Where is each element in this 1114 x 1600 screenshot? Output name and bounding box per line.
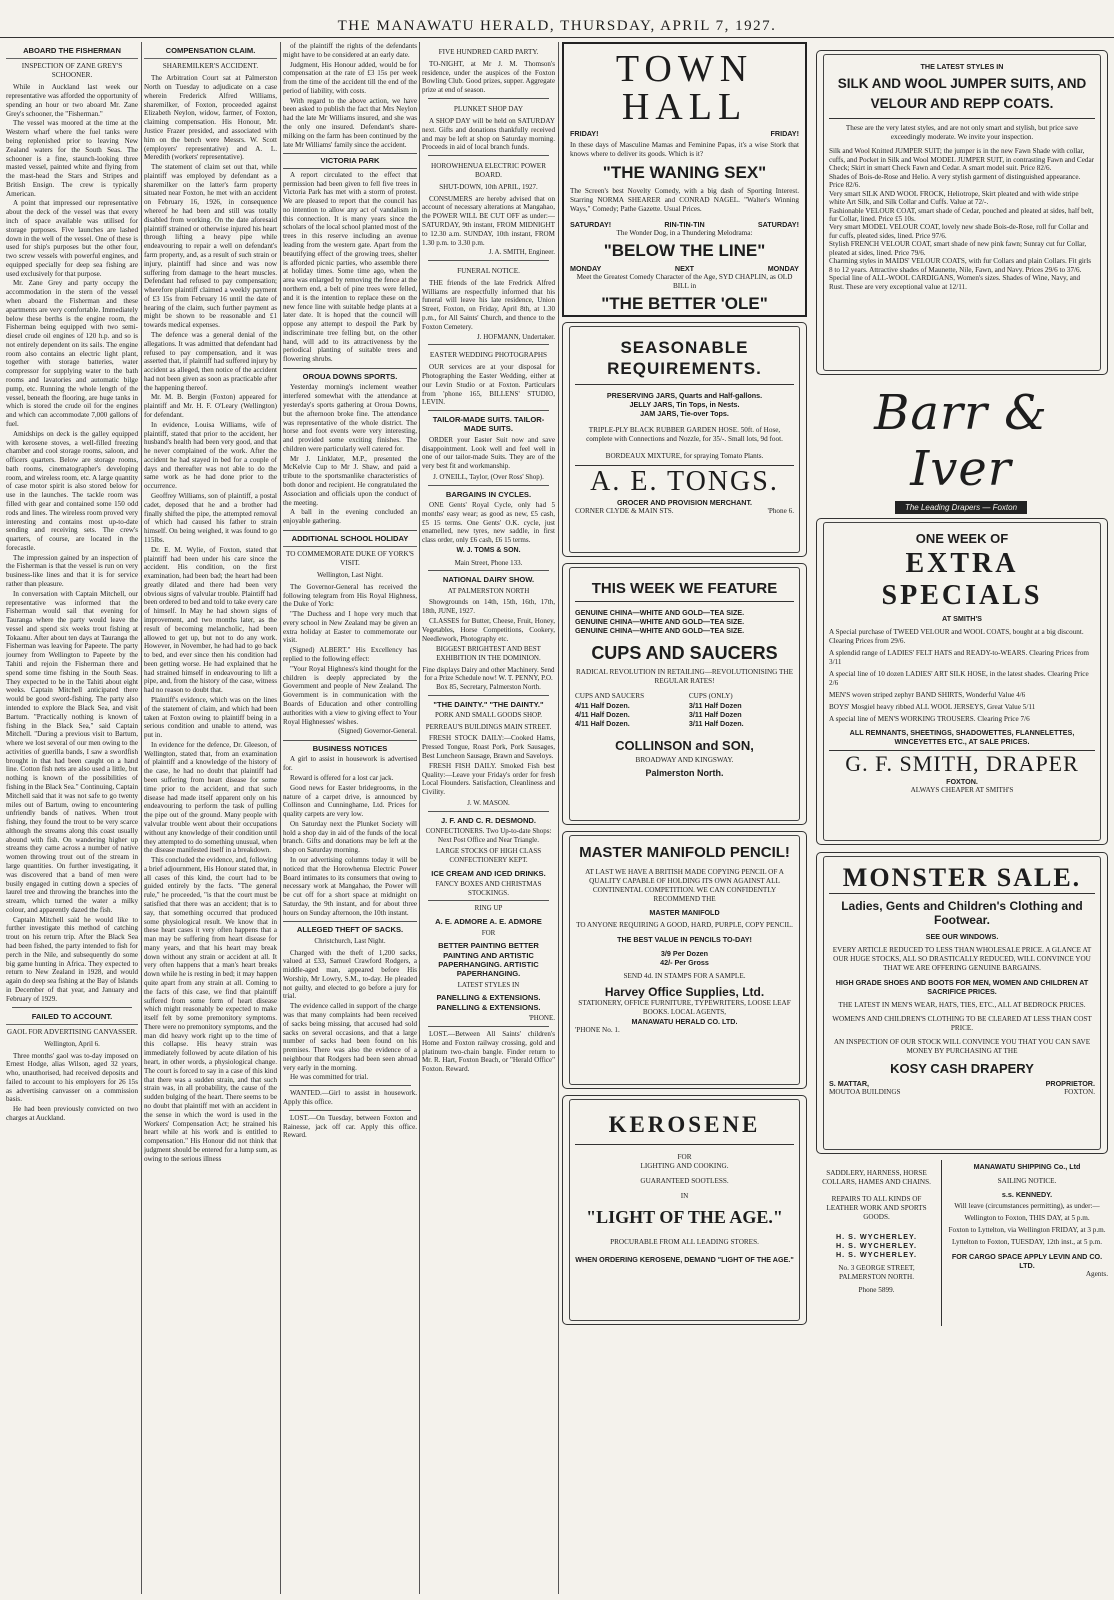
signature: 'PHONE. [528, 1014, 555, 1023]
paragraph: Geoffrey Williams, son of plaintiff, a postal cadet, deposed that he and a brother had finally shifted the pipe, the attempted removal of which had caused his father to strain himself. On being weighed, it was found to go 115lbs. [144, 492, 277, 544]
ad-title: MONSTER SALE. [829, 863, 1095, 894]
paragraph: Plaintiff's evidence, which was on the lines of the statement of claim, and which had been taken at Foxton owing to plaintiff being in a serious condition and unable to attend, was put in. [144, 696, 277, 740]
paragraph: The Governor-General has received the following telegram from His Royal Highness, the Duke of York: [283, 582, 417, 609]
phone: 'PHONE No. 1. [575, 1026, 620, 1034]
ad-text: THE friends of the late Fredrick Alfred Williams are respectfully informed that his funeral will leave his late residence, Union Street, Foxton, on Friday, April 8th, at 1.30 p.m., for All Saints' Church, and thence to the Foxton Cemetery. [422, 278, 555, 331]
list-item: A special line of 10 dozen LADIES' ART SILK HOSE, in the latest shades. Clearing Price 2/6 [829, 670, 1089, 687]
ad-subtitle: AT SMITH'S [942, 614, 982, 623]
ad-text: SEND 4d. IN STAMPS FOR A SAMPLE. [623, 972, 746, 980]
ad-text: LATEST STYLES IN [457, 980, 520, 989]
shipping-ad [946, 1160, 1108, 1326]
ad-line: IN [680, 1192, 689, 1200]
ad-title: KEROSENE [575, 1112, 794, 1145]
ad-text: AN INSPECTION OF OUR STOCK WILL CONVINCE YOU THAT YOU CAN SAVE MONEY BY PURCHASING AT THE [833, 1038, 1091, 1055]
town-hall-ad [562, 42, 807, 317]
item-list [829, 147, 1095, 291]
ad-title: EXTRA SPECIALS [881, 548, 1043, 611]
column-rule [558, 42, 559, 1594]
divider [12, 1007, 132, 1008]
paragraph: The evidence called in support of the charge was that many complaints had been received of sacks being missing, that accused had sold sacks on several occasions, and that a large number of sacks had been found on his premises. There was also the evidence of a neighbour that Rodgers had been seen abroad very early in the morning. [283, 1002, 417, 1072]
film-title: "THE WANING SEX" [602, 163, 767, 182]
phone: 'Phone 6. [767, 506, 794, 515]
logo-script: Barr & Iver [874, 385, 1048, 497]
ad-heading: BETTER PAINTING BETTER PAINTING AND ARTISTIC PAPERHANGING. ARTISTIC PAPERHANGING. [438, 941, 539, 979]
product-name: MASTER MANIFOLD [649, 908, 720, 917]
brand-name: "LIGHT OF THE AGE." [586, 1207, 783, 1227]
column-rule [419, 42, 420, 1594]
seasonable-ad [562, 322, 807, 557]
ad-line: BORDEAUX MIXTURE, for spraying Tomato Plants. [605, 451, 764, 460]
ad-text: TO-NIGHT, at Mr J. M. Thomson's residence, under the auspices of the Foxton Bowling Club. Good prizes, supper. Aggregate prize at end of season. [422, 59, 555, 95]
ad-text: Will leave (circumstances permitting), as under:— [954, 1202, 1100, 1210]
ad-line: PRESERVING JARS, Quarts and Half-gallons. [606, 390, 763, 400]
subheadline: TO COMMEMORATE DUKE OF YORK'S VISIT. [283, 546, 417, 568]
ad-heading: NATIONAL DAIRY SHOW. [442, 575, 535, 585]
divider [428, 344, 549, 345]
paragraph: The statement of claim set out that, while plaintiff was employed by defendant as a sharemilker on the latter's farm property situated near Foxton, he met with an accident on February 16, 1926, in consequence whereof he had been and still was totally disabled from working. On the date aforesaid plaintiff strained or otherwise injured his heart through lifting a heavy pipe while endeavouring to repair a well on defendant's farm property, and, as a result of such strain or injury, plaintiff had since and was now suffering from damage to the heart muscles. Defendant had refused to pay compensation; wherefore plaintiff claimed a weekly payment of £3 15s from February 16 until the date of hearing of the claim, such further payment as might be shown to be reasonable and £1 towards medical expenses. [144, 163, 277, 330]
ad-heading: PANELLING & EXTENSIONS. PANELLING & EXTENSIONS. [436, 993, 541, 1012]
ad-text: AT LAST WE HAVE A BRITISH MADE COPYING PENCIL OF A QUALITY CAPABLE OF HOLDING ITS OWN AGAINST ALL CONTINENTAL COMPETITION. WE CAN CONFIDENTLY RECOMMEND THE [585, 868, 784, 903]
ad-line: GUARANTEED SOOTLESS. [640, 1177, 729, 1185]
paragraph: With regard to the above action, we have been asked to publish the fact that Mrs Neylon had the late Mr Williams insured, and she was the only one insured. Defendant's share-milking on the farm has been continued by the late Mr Williams' family since the accident. [283, 96, 417, 149]
ad-text: RING UP [474, 904, 503, 913]
ad-tagline: RADICAL REVOLUTION IN RETAILING—REVOLUTIONISING THE REGULAR RATES! [575, 668, 793, 685]
building: MOUTOA BUILDINGS [829, 1088, 901, 1096]
list-item: BOYS' Mosgiel heavy ribbed ALL WOOL JERSEYS, Great Value 5/11 [829, 703, 1036, 711]
address: Main Street, Phone 133. [454, 558, 523, 567]
divider [428, 900, 549, 901]
ad-heading: FIVE HUNDRED CARD PARTY. [438, 48, 539, 56]
masthead: THE MANAWATU HERALD, THURSDAY, APRIL 7, 1927. [0, 0, 1114, 38]
divider [428, 98, 549, 99]
address: CORNER CLYDE & MAIN STS. [575, 506, 674, 515]
barr-iver-logo [818, 385, 1104, 510]
ad-heading: PLUNKET SHOP DAY [453, 105, 524, 114]
ad-title: THIS WEEK WE FEATURE [575, 580, 794, 602]
headline: COMPENSATION CLAIM. [165, 46, 256, 55]
ad-text: Wellington to Foxton, THIS DAY, at 5 p.m. [964, 1214, 1090, 1222]
list-item: A Special purchase of TWEED VELOUR and WOOL COATS, bought at a big discount. Clearing Prices from 29/6. [829, 628, 1084, 645]
ad-text: Foxton to Lyttelton, via Wellington FRIDAY, at 3 p.m. [948, 1226, 1106, 1234]
column-heading: CUPS (ONLY) [688, 692, 733, 700]
ad-subheading: PERREAU'S BUILDINGS MAIN STREET. [425, 722, 552, 731]
kerosene-ad [562, 1095, 807, 1325]
merchant-name: COLLINSON and SON, [615, 738, 754, 753]
town: Palmerston North. [645, 768, 724, 778]
column-1 [6, 42, 138, 1594]
signature: J. O'NEILL, Taylor, (Over Ross' Shop). [433, 473, 544, 482]
paragraph: The Arbitration Court sat at Palmerston North on Tuesday to adjudicate on a case wherein Frederick Alfred Williams, sharemilker, of Foxton, proceeded against Elizabeth Neylon, widow, farmer, of Foxton, claiming compensation. His Honour, Mr. Justice Frazer presided, and associated with him on the bench were Messrs. W. Scott (employers' representative) and A. L. Meredith (workers' representative). [144, 74, 277, 162]
price-column [689, 692, 794, 728]
ad-title: TOWN HALL [615, 48, 754, 128]
ad-text: Showgrounds on 14th, 15th, 16th, 17th, 18th, JUNE, 1927. [422, 598, 555, 616]
paragraph: He was committed for trial. [290, 1073, 369, 1082]
day-label: SATURDAY! [570, 220, 612, 229]
ad-headline: CUPS AND SAUCERS [591, 643, 778, 663]
paragraph: "The Duchess and I hope very much that every school in New Zealand may be given an extra holiday at Easter to commemorate our visit. [283, 610, 417, 645]
divider [428, 695, 549, 696]
subheadline: SHAREMILKER'S ACCIDENT. [144, 58, 277, 71]
ad-text: FOR [481, 928, 496, 937]
ad-text: ONE Gents' Royal Cycle, only had 5 months' easy wear; as good as new, £5 cash, £5 15 terms. One Gents' O.K. cycle, just enamelled, new tyres, new saddle, in first class order, only £6 cash, £6 15 terms. [422, 501, 555, 545]
paragraph: The defence was a general denial of the allegations. It was admitted that defendant had refused to pay compensation, and it was asserted that, if plaintiff had suffered injury by accident as alleged, then notice of the accident had not been given as soon as practicable after the happening thereof. [144, 330, 277, 392]
list-item: Very smart MODEL VELOUR COAT, lovely new shade Bois-de-Rose, roll fur Collar and fur cuffs, pleated sides, lined. Price 97/6. [829, 223, 1089, 240]
headline: VICTORIA PARK [283, 153, 417, 168]
paragraph: Good news for Easter bridegrooms, in the nature of a carpet drive, is announced by Collinson and Cunninghame, Ltd. Prices for quality carpets are very low. [283, 783, 417, 819]
silk-wool-ad [816, 50, 1108, 375]
price: 3/11 Half Dozen [688, 701, 742, 710]
merchant-name: H. S. WYCHERLEY. [835, 1241, 918, 1250]
paragraph: While in Auckland last week our representative was afforded the opportunity of spending an hour or two aboard Mr. Zane Grey's schooner, the "Fisherman." [6, 83, 138, 118]
ad-line: TRIPLE-PLY BLACK RUBBER GARDEN HOSE. 50ft. of Hose, complete with Connections and Nozzle, for 35/-. Small lots, 9d foot. [586, 425, 783, 443]
subheadline: GAOL FOR ADVERTISING CANVASSER. [6, 1024, 138, 1037]
ad-text: OUR services are at your disposal for Photographing the Easter Wedding, either at our Levin Studio or at Foxton. Particulars from 'phone 165, BILLENS' STUDIO, LEVIN. [422, 363, 555, 407]
dateline: Wellington, April 6. [44, 1039, 100, 1048]
price: 4/11 Half Dozen. [575, 710, 630, 719]
proprietor-label: PROPRIETOR. [1045, 1079, 1095, 1088]
divider [289, 1110, 411, 1111]
ad-text: CLASSES for Butter, Cheese, Fruit, Honey, Vegetables, Horse Competitions, Cookery, Needlework, Photography etc. [422, 616, 555, 643]
ad-heading: HOROWHENUA ELECTRIC POWER BOARD. [431, 162, 546, 180]
manifold-ad [562, 831, 807, 1089]
ad-line: WHEN ORDERING KEROSENE, DEMAND "LIGHT OF THE AGE." [575, 1255, 794, 1264]
signature: (Signed) Governor-General. [338, 727, 417, 736]
film-title: "BELOW THE LINE" [603, 241, 766, 260]
paragraph: (Signed) ALBERT." His Excellency has replied to the following effect: [283, 646, 417, 664]
wycherley-ad [812, 1160, 942, 1326]
ad-heading: TAILOR-MADE SUITS. TAILOR-MADE SUITS. [432, 415, 545, 434]
merchant-name: A. E. TONGS. [575, 465, 794, 498]
town: FOXTON. [946, 777, 978, 786]
ad-text: The Screen's best Novelty Comedy, with a big dash of Sporting Interest. Starring NORMA SHEARER and CONRAD NAGEL. "Walter's Winning Ways," Comedy; Pathe Gazette. Usual Prices. [570, 187, 799, 213]
ad-line: SEE OUR WINDOWS. [925, 932, 999, 941]
merchant-name: H. S. WYCHERLEY. [835, 1250, 918, 1259]
ad-text: FOR CARGO SPACE APPLY LEVIN AND CO. LTD. [951, 1252, 1103, 1270]
list-item: A splendid range of LADIES' FELT HATS and READY-to-WEARS. Clearing Prices from 3/11 [829, 649, 1090, 666]
ad-text: TO ANYONE REQUIRING A GOOD, HARD, PURPLE, COPY PENCIL. [576, 921, 793, 929]
price: 42/- Per Gross [660, 958, 709, 967]
ad-line: PROCURABLE FROM ALL LEADING STORES. [610, 1238, 759, 1246]
subheadline: INSPECTION OF ZANE GREY'S SCHOONER. [6, 58, 138, 80]
classified-ad: LOST.—Between All Saints' children's Home and Foxton railway crossing, gold and platinum two-chain bangle. Finder return to Mr. R. Hart, Foxton Beach, or "Herald Office" Foxton. Reward. [422, 1029, 555, 1074]
ad-text: Fine displays Dairy and other Machinery. Send for a Prize Schedule now! W. T. PENNY, P.O. Box 85, Secretary, Palmerston North. [422, 665, 555, 692]
ad-intro: These are the very latest styles, and are not only smart and stylish, but price save exceedingly moderate. We invite your inspection. [845, 124, 1079, 142]
list-item: Fashionable VELOUR COAT, smart shade of Cedar, pouched and pleated at sides, half belt, fur Collar, lined. Price £5 10s. [829, 206, 1094, 223]
divider [428, 1026, 549, 1027]
ad-text: STATIONERY, OFFICE FURNITURE, TYPEWRITERS, LOOSE LEAF BOOKS. LOCAL AGENTS, [578, 999, 791, 1016]
agent-name: MANAWATU HERALD CO. LTD. [631, 1017, 738, 1026]
headline: FAILED TO ACCOUNT. [31, 1011, 113, 1021]
paragraph: Yesterday morning's inclement weather interfered somewhat with the attendance at yesterday's sports gathering at Oroua Downs, but the afternoon broke fine. The attendance was representative of the whole district. The horse and foot events were very interesting, and provided some exciting finishes. The children were particularly well catered for. [283, 383, 417, 453]
ad-text: FRESH STOCK DAILY:—Cooked Hams, Pressed Tongue, Roast Pork, Pork Sausages, Best Luncheon Sausage, Brawn and Saveloys. [422, 734, 555, 760]
ad-pretitle: THE LATEST STYLES IN [920, 62, 1004, 71]
ad-subheading: SHUT-DOWN, 10th APRIL, 1927. [439, 182, 538, 191]
address: BROADWAY AND KINGSWAY. [635, 756, 734, 764]
star-label: RIN-TIN-TIN [664, 220, 705, 229]
paragraph: Amidships on deck is the galley equipped with kerosene stoves, a well-filled freezing chamber and cool storage rooms, saloon, and officers quarters. Below are storage rooms, bath rooms, cinematographer's developing room, and wireless room, etc. A large quantity of case motor spirit is also stored below for use in the launches. The tackle room was filled with gear and contained some 150 odd rods and lines. The wireless room proved very interesting and contains most up-to-date sending and receiving sets. The crew's quarters, of course, are located in the forecastle. [6, 429, 138, 552]
address: No. 3 GEORGE STREET, PALMERSTON NORTH. [838, 1264, 915, 1281]
headline: BUSINESS NOTICES [283, 740, 417, 753]
proprietor-name: S. MATTAR, [829, 1079, 870, 1088]
signature: J. W. MASON. [467, 798, 510, 807]
ad-text: LARGE STOCKS OF HIGH CLASS CONFECTIONERY KEPT. [435, 847, 542, 864]
headline: ADDITIONAL SCHOOL HOLIDAY [283, 530, 417, 543]
paragraph: In conversation with Captain Mitchell, our representative was informed that the Fisherman would sail that evening for Tauranga where the party would leave the vessel and spend six weeks trout fishing at Tokaanu. After about ten days at Tauranga the Fisherman was leaving for Papeete. The party journey from Wellington to Papeete by the Tahiti and rejoin the Fisherman there and spend some time fishing in the South Seas. They expected to be in the Tahiti about eight weeks. Captain Mitchell anticipated there would be good sword-fishing. The party also intended to explore the Black Sea, and visit Bartum. "Practically nothing is known of fishing in the Black Sea," said Captain Mitchell. "During a previous visit to Bartum, where we lost several of our men owing to the activities of guerilla bands, I saw a swordfish brought in that had been caught on a hand line. Cotton fish nets are also used a little, but nothing is known of the possibilities of fishing in the Black Sea." Continuing, Captain Mitchell said that it was not safe to go twenty miles out of Bartum, owing to encountering unfriendly bands of natives. When trout fishing, they found the trout to be very scarce although the streams along this coast usually abound with fish. On wandering higher up streams they came across a number of native women throwing trout out of the stream in large quantities. On further investigating, it was discovered that a band of men were busily engaged in cutting down a species of laurel tree and throwing the branches into the stream, which turned the water a milky colour, and apparently dazed the fish. [6, 589, 138, 914]
paragraph: Three months' gaol was to-day imposed on Ernest Hodge, alias Wilson, aged 32 years, who, unauthorised, had received deposits and failed to account to his employers for 26 15s as advertising canvasser on a commission basis. [6, 1051, 138, 1104]
day-label: MONDAY [767, 264, 799, 273]
ad-line: FOR [677, 1153, 692, 1161]
ad-subheading: AT PALMERSTON NORTH [447, 586, 530, 595]
paragraph: Mr. M. B. Bergin (Foxton) appeared for plaintiff and Mr. H. F. O'Leary (Wellington) for defendant. [144, 393, 277, 420]
divider [289, 1085, 411, 1086]
paragraph: of the plaintiff the rights of the defendants might have to be considered at an early date. [283, 42, 417, 59]
column-2 [144, 42, 277, 1594]
paragraph: Dr. E. M. Wylie, of Foxton, stated that plaintiff had been under his care since the accident. His condition, on the first examination, had been bad; the heart had been greatly dilated and there had been very obvious signs of valvular trouble. Plaintiff had been ordered to bed and told to take every care of himself. In May he had shown signs of improvement, and two months later, as the result of becoming melancholic, had been allowed to get up, but not to do any work. However, in November, he had had to go back to bed, and ever since then his condition had been getting worse. He had explained that he had strained himself in endeavouring to lift a pipe, and, from the history of the case, witness had no reason to doubt that. [144, 545, 277, 695]
ad-subheading: PORK AND SMALL GOODS SHOP. [435, 711, 542, 720]
ad-line: JAM JARS, Tie-over Tops. [640, 408, 729, 418]
merchant-name: H. S. WYCHERLEY. [835, 1232, 918, 1241]
ad-pretitle: ONE WEEK OF [915, 531, 1009, 546]
ad-text: A SHOP DAY will be held on SATURDAY next. Gifts and donations thankfully received and may be left at shop on Saturday morning. Proceeds in aid of local branch funds. [422, 116, 555, 152]
ad-text: HIGH GRADE SHOES AND BOOTS FOR MEN, WOMEN AND CHILDREN AT SACRIFICE PRICES. [835, 978, 1089, 996]
extra-specials-ad [816, 518, 1108, 845]
ad-heading: A. E. ADMORE A. E. ADMORE [435, 917, 542, 927]
price: 4/11 Half Dozen. [575, 719, 630, 728]
list-item: Silk and Wool Knitted JUMPER SUIT; the jumper is in the new Fawn Shade with collar, cuffs, and Pocket in Silk and Wool MODEL JUMPER SUIT, in contrasting Fawn and Cedar Check; Skirt in smart Check Fawn and Cedar. A smart model suit. Price 82/6. [829, 147, 1095, 173]
paragraph: In our advertising columns today it will be noticed that the Horowhenua Electric Power Board intimates to its consumers that owing to necessary work at Mangahao, the Power will be cut off for a short space at midnight on Saturday, the 9th instant, and for about three hours on Sunday afternoon, the 10th instant. [283, 855, 417, 917]
day-label: MONDAY [570, 264, 602, 273]
ad-text: CONSUMERS are hereby advised that on account of necessary alterations at Mangahao, the POWER WILL BE CUT OFF as under:— SATURDAY, 9th instant, FROM MIDNIGHT to 12.30 a.m. SUNDAY, 10th instant, FROM 1.30 p.m. to 3.30 p.m. [422, 194, 555, 247]
town: FOXTON. [1064, 1088, 1095, 1096]
divider [428, 410, 549, 411]
ad-heading: BARGAINS IN CYCLES. [445, 489, 532, 499]
headline: OROUA DOWNS SPORTS. [283, 368, 417, 381]
paragraph: "Your Royal Highness's kind thought for the children is deeply appreciated by the Government and people of New Zealand. The Government is in communication with the Boards of Education and other controlling authorities with a view to giving effect to Your Royal Highnesses' wishes. [283, 664, 417, 726]
ad-heading: ICE CREAM AND ICED DRINKS. [431, 868, 546, 878]
paragraph: On Saturday next the Plunket Society will hold a shop day in aid of the funds of the local branch. Gifts and donations may be left at the shop on Saturday morning. [283, 819, 417, 855]
signature: J. A. SMITH, Engineer. [488, 248, 555, 257]
ad-text: CONFECTIONERS. Two Up-to-date Shops: Next Post Office and Near Triangle. [425, 826, 552, 844]
ad-line: ALL REMNANTS, SHEETINGS, SHADOWETTES, FLANNELETTES, WINCEYETTES ETC., AT SALE PRICES. [849, 728, 1075, 746]
classified-ad: LOST.—On Tuesday, between Foxton and Rainesse, jack off car. Apply this office. Reward. [283, 1113, 417, 1140]
paragraph: In evidence, Louisa Williams, wife of plaintiff, stated that prior to the accident, her husband's health had been very good, and that he never complained of the work. After the accident he had stayed in bed for a couple of days and thereafter was not able to do the same work as he had done prior to the occurrence. [144, 420, 277, 491]
price-column [575, 692, 680, 728]
paragraph: A report circulated to the effect that permission had been given to fell five trees in Victoria Park has met with a storm of protest. We are pleased to report that the council has no intention to allow any act of vandalism in this connection. It is many years since the scholars of the local school planted most of the trees in this reserve including an avenue leading from the western gate. Apart from the beautifying effect of the growing trees, shelter is afforded picnic parties, who assemble there at holiday times. Some time ago, when the area was enlarged by removing the fence at the northern end, a belt of pine trees were felled, and it is the intention to replace these on the new fence line with suitable hedge plants at a later date. It is hoped that the council will oppose any attempt to despoil the Park by indiscriminate tree felling but, on the other hand, will add to its attractiveness by the periodical planting of suitable trees and flowering shrubs. [283, 170, 417, 364]
paragraph: In evidence for the defence, Dr. Gleeson, of Wellington, stated that, from an examination of plaintiff and a knowledge of the history of the case, he had no doubt that plaintiff had been suffering from heart disease for some time prior to the accident, and that such disease had made itself apparent only on his endeavouring to perform the task of pulling the pipe out of the ground. Many people with valvular trouble went about their occupations without any knowledge of their condition until they attempted to do something unusual, when the disease manifested itself in a breakdown. [144, 740, 277, 855]
headline: ABOARD THE FISHERMAN [23, 46, 121, 55]
ad-title: SEASONABLE REQUIREMENTS. [575, 337, 794, 385]
ad-text: Agents. [1085, 1270, 1108, 1278]
day-label: FRIDAY! [570, 129, 599, 138]
ad-subtitle: SAILING NOTICE. [997, 1177, 1057, 1185]
ad-text: EVERY ARTICLE REDUCED TO LESS THAN WHOLESALE PRICE. A GLANCE AT OUR HUGE STOCKS, ALL SO DRASTICALLY REDUCED, WILL CONVINCE YOU THAT WE ARE OFFERING GENUINE BARGAINS. [832, 946, 1092, 972]
list-item: MEN'S woven striped zephyr BAND SHIRTS, Wonderful Value 4/6 [829, 691, 1026, 699]
column-rule [141, 42, 142, 1594]
ad-text: THE BEST VALUE IN PENCILS TO-DAY! [617, 935, 752, 944]
divider [428, 811, 549, 812]
ad-title: MASTER MANIFOLD PENCIL! [579, 844, 790, 861]
paragraph: Reward is offered for a lost car jack. [290, 773, 394, 782]
price: 4/11 Half Dozen. [575, 701, 630, 710]
divider [428, 570, 549, 571]
paragraph: The impression gained by an inspection of the Fisherman is that the vessel is run on very business-like lines and that it is for service rather than pleasure. [6, 553, 138, 588]
ad-title: SILK AND WOOL JUMPER SUITS, AND VELOUR AND REPP COATS. [829, 74, 1095, 119]
paragraph: A ball in the evening concluded an enjoyable gathering. [283, 508, 417, 526]
ad-line: GENUINE CHINA—WHITE AND GOLD—TEA SIZE. [575, 608, 745, 617]
day-label: SATURDAY! [757, 220, 799, 229]
list-item: Charming styles in MAIDS' VELOUR COATS, with fur Collars and plain Collars. Fit girls 8 to 12 years. Attractive shades of Maunette, Nile, Fawn, and Navy. Prices 29/6 to 37/6. [829, 257, 1092, 274]
paragraph: Mr J. Linklater, M.P., presented the McKelvie Cup to Mr J. Shaw, and paid a tribute to the sportsmanlike characteristics of both donor and recipient. He congratulated the Association and officials upon the conduct of the meeting. [283, 454, 417, 507]
paragraph: Captain Mitchell said he would like to further investigate this method of catching trout on his return trip. After the Black Sea had been fished, the party intended to fish for perch in the Nile, and subsequently do some big game hunting in Africa. They expected to return to New Zealand in 1928, and would again do deep sea fishing at the Bay of Islands in December of that year, and January and February of 1929. [6, 915, 138, 1003]
headline: ALLEGED THEFT OF SACKS. [283, 921, 417, 934]
day-label: FRIDAY! [770, 129, 799, 138]
phone: Phone 5899. [858, 1286, 895, 1294]
ad-text: In these days of Masculine Mamas and Feminine Papas, it's a wise Stork that knows where to deliver its goods. Which is it? [570, 141, 799, 158]
ad-text: ORDER your Easter Suit now and save disappointment. Look well and feel well in one of our tailor-made Suits. They are of the very best fit and workmanship. [422, 435, 555, 471]
ad-subtitle: Ladies, Gents and Children's Clothing and Footwear. [841, 899, 1083, 927]
item-list [829, 628, 1095, 724]
ship-name: s.s. KENNEDY. [1001, 1190, 1053, 1199]
ad-text: The Wonder Dog, in a Thundering Melodrama: [616, 229, 753, 237]
ad-text: Lyttelton to Foxton, TUESDAY, 12th inst., at 5 p.m. [951, 1238, 1103, 1246]
film-title: "THE BETTER 'OLE" [601, 294, 768, 313]
merchant-trade: GROCER AND PROVISION MERCHANT. [616, 497, 753, 507]
column-4 [422, 42, 555, 1594]
ad-text: BIGGEST BRIGHTEST AND BEST EXHIBITION IN THE DOMINION. [436, 645, 541, 662]
signature: J. HOFMANN, Undertaker. [477, 332, 555, 341]
ad-line: SADDLERY, HARNESS, HORSE COLLARS, HAMES AND CHAINS. [822, 1169, 931, 1186]
ad-text: THE LATEST IN MEN'S WEAR, HATS, TIES, ETC., ALL AT BEDROCK PRICES. [838, 1001, 1086, 1009]
dateline: Christchurch, Last Night. [314, 936, 386, 945]
next-label: NEXT [674, 264, 695, 273]
ad-text: Meet the Greatest Comedy Character of the Age, SYD CHAPLIN, as OLD BILL in [576, 273, 793, 290]
divider [428, 485, 549, 486]
paragraph: Mr. Zane Grey and party occupy the accommodation in the stern of the vessel when aboard the Fisherman and these apartments are very comfortable. Immediately below these berths is the engine room, the Fisherman being equipped with two semi-diesel crude oil engines of 120 h.p. and so is not entirely dependent on its sails. The engine room also contains an electric light plant, together with storage batteries, water compressor for supplying water to the bath rooms and lavatories and automatic bilge pump, etc. Running the whole length of the vessel, beneath the flooring, are huge tanks in which is stored the crude oil for the engines and which can accommodate 7,000 gallons of fuel. [6, 279, 138, 428]
ad-line: REPAIRS TO ALL KINDS OF LEATHER WORK AND SPORTS GOODS. [826, 1195, 927, 1221]
paragraph: A point that impressed our representative about the deck of the vessel was that every inch of space available was utilised for storage purposes. Five launches are lashed down in the well of the vessel. One of these is used for ship's purposes but the other four, two screw vessels with powerful engines, and equipped specially for deep sea fishing are used exclusively for that purpose. [6, 199, 138, 278]
monster-sale-ad [816, 852, 1108, 1154]
ad-line: GENUINE CHINA—WHITE AND GOLD—TEA SIZE. [575, 617, 745, 626]
column-heading: CUPS AND SAUCERS [575, 692, 645, 700]
list-item: Stylish FRENCH VELOUR COAT, smart shade of new pink fawn; Sunray cut fur Collar, pleated at sides, lined. Price 79/6. [829, 240, 1087, 257]
merchant-name: G. F. SMITH, DRAPER [829, 750, 1095, 777]
ad-text: WOMEN'S AND CHILDREN'S CLOTHING TO BE CLEARED AT LESS THAN COST PRICE. [832, 1015, 1092, 1032]
list-item: Shades of Bois-de-Rose and Helio. A very stylish garment of distinguished appearance. Price 82/6. [829, 172, 1081, 190]
ad-heading: "THE DAINTY." "THE DAINTY." [433, 699, 544, 709]
ad-line: JELLY JARS, Tin Tops, in Nests. [629, 399, 740, 409]
list-item: Special line of ALL-WOOL CARDIGANS, Women's sizes. Shades of Wine, Navy, and Rust. These are very exceptional value at 12/11. [829, 274, 1081, 291]
ad-tagline: ALWAYS CHEAPER AT SMITH'S [910, 786, 1014, 794]
price: 3/11 Half Dozen. [688, 719, 744, 728]
ad-title: MANAWATU SHIPPING Co., Ltd [973, 1162, 1081, 1171]
signature: W. J. TOMS & SON. [456, 547, 521, 554]
price: 3/9 Per Dozen [660, 949, 709, 958]
ad-text: FANCY BOXES AND CHRISTMAS STOCKINGS. [435, 880, 542, 897]
paragraph: The vessel was moored at the time at the Western wharf where the fuel tanks were being replenished prior to leaving New Zealand waters for the South Seas. The schooner is a fine, staunch-looking three masted vessel, painted white and flying from the mast-head the Stars and Stripes and British Ensign. The crew is typically American. [6, 119, 138, 198]
column-rule [280, 42, 281, 1594]
paragraph: This concluded the evidence, and, following a brief adjournment, His Honour stated that, in all cases of this kind, the court had to be guided entirely by the facts. "The general rule," he proceeded, "is that the court must be satisfied that there was an accident; that is to say, that something occurred that produced some physiological result. We know that in these heart cases it very often happens that a man may be suffering from heart disease for many years, and that his heart may break down without any strain or accident at all. It very often happens that a man's heart breaks down while he is resting in bed; it may happen quite apart from any strain at all. Coming to the facts of this case, we find that plaintiff suffered from some form of heart disease which might reasonably be expected to make itself felt by some premonitory symptoms. There were no premonitory symptoms, and the man did heavy work right up to the time of this collapse. His heavy strain was immediately followed by acute dilation of his heart, in other words, a physiological change. The court is forced to say in a case of this kind that there was a sudden strain, and that such strain was, in all probability, the cause of the sudden bulging of the heart. There seems to be no doubt that plaintiff met with an accident in the sense in which the word is used in the Workers' Compensation Act; he strained his heart while at his work and is entitled to compensation." His Honour did not think that judgment should be entered for a lump sum, as owing to the serious illness [144, 856, 277, 1163]
paragraph: Charged with the theft of 1,200 sacks, valued at £33, Samuel Crawford Rodgers, a middle-aged man, appeared before His Worship, Mr Lowry, S.M., to-day. He pleaded not guilty, and elected to go before a jury for trial. [283, 948, 417, 1001]
divider [428, 260, 549, 261]
column-3 [283, 42, 417, 1594]
merchant-name: KOSY CASH DRAPERY [890, 1061, 1034, 1076]
list-item: Very smart SILK AND WOOL FROCK, Heliotrope, Skirt pleated and with wide stripe white Art Silk, and Silk Collar and Cuffs. Value at 72/-. [829, 189, 1079, 207]
dateline: Wellington, Last Night. [317, 571, 383, 580]
logo-tagline: The Leading Drapers — Foxton [895, 501, 1027, 514]
price: 3/11 Half Dozen [688, 710, 742, 719]
merchant-name: Harvey Office Supplies, Ltd. [604, 985, 765, 999]
divider [428, 155, 549, 156]
ad-heading: FUNERAL NOTICE. [457, 266, 520, 275]
feature-ad [562, 563, 807, 825]
classified-ad: WANTED.—Girl to assist in housework. Apply this office. [283, 1089, 417, 1107]
ad-heading: EASTER WEDDING PHOTOGRAPHS [429, 351, 548, 360]
paragraph: He had been previously convicted on two charges at Auckland. [6, 1105, 138, 1122]
list-item: A special line of MEN'S WORKING TROUSERS. Clearing Price 7/6 [829, 715, 1030, 723]
paragraph: A girl to assist in housework is advertised for. [283, 755, 417, 773]
ad-heading: J. F. AND C. R. DESMOND. [440, 815, 537, 825]
ad-text: FRESH FISH DAILY. Smoked Fish best Quality:—Leave your Friday's order for fresh Local Flounders. Satisfaction, Cleanliness and Civility. [422, 761, 555, 797]
ad-line: LIGHTING AND COOKING. [640, 1162, 729, 1170]
paragraph: Judgment, His Honour added, would be for compensation at the rate of £3 15s per week from the time of the accident till the end of the period of liability, with costs. [283, 60, 417, 95]
ad-line: GENUINE CHINA—WHITE AND GOLD—TEA SIZE. [575, 626, 745, 635]
